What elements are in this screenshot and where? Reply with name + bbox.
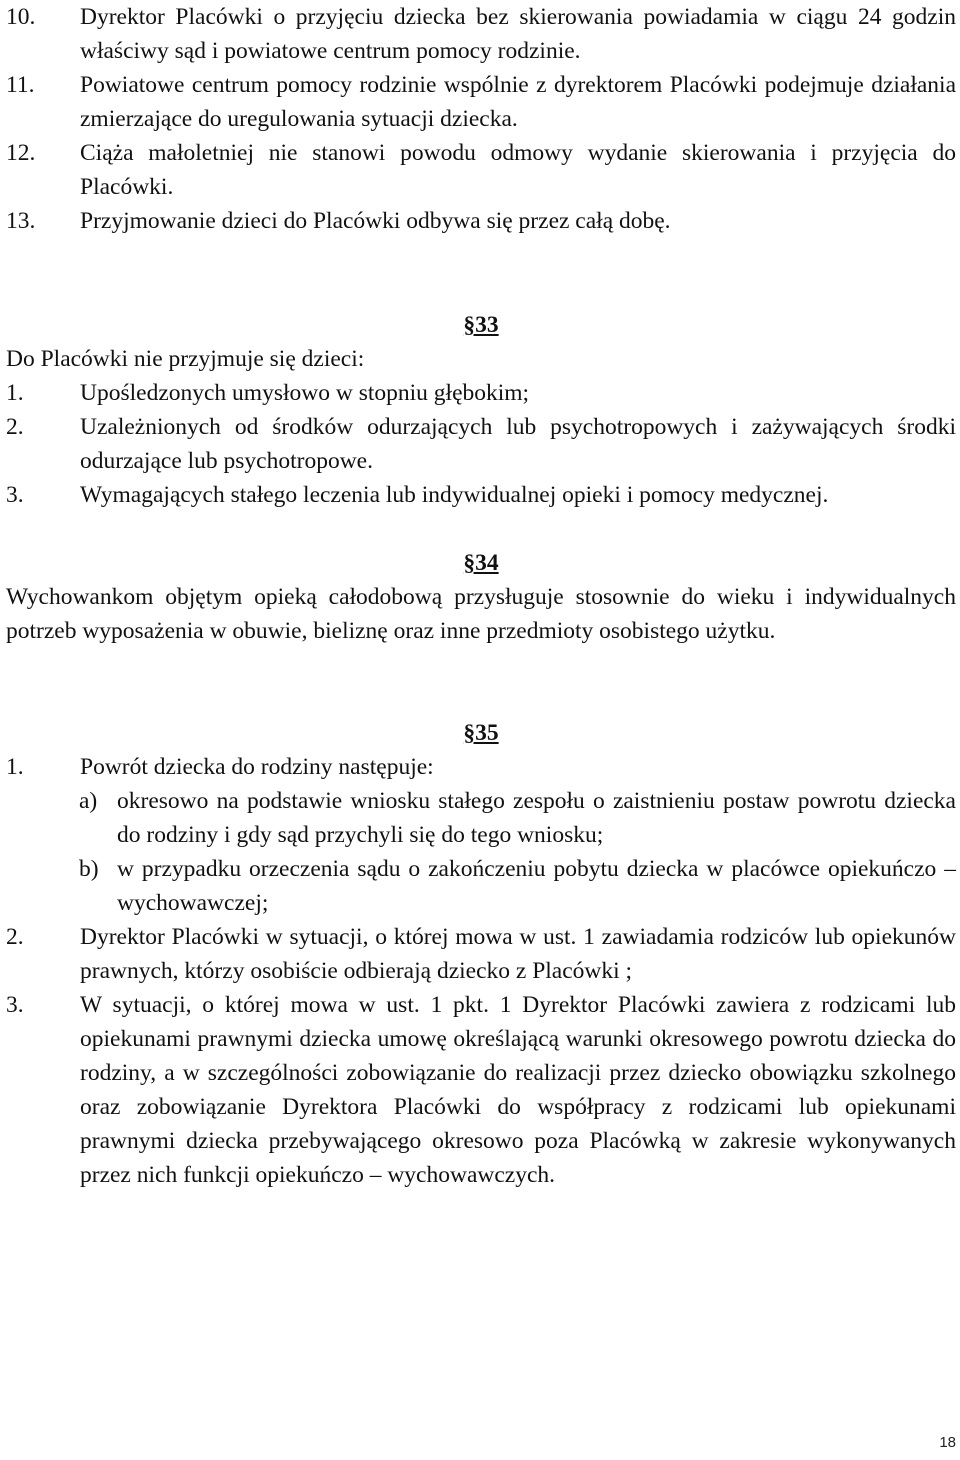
- list-text: Przyjmowanie dzieci do Placówki odbywa się przez całą dobę.: [80, 208, 671, 234]
- sub-list: [6, 784, 956, 920]
- sub-list-letter: b): [79, 856, 99, 882]
- list-number: 13.: [6, 208, 36, 234]
- list-item-13: [6, 204, 956, 238]
- list-item: [6, 410, 956, 478]
- page-number: 18: [939, 1434, 956, 1451]
- list-item: [6, 376, 956, 410]
- paragraph-heading-34: §34: [463, 550, 499, 576]
- list-number: 10.: [6, 4, 36, 30]
- list-item: [6, 988, 956, 1192]
- list-text: W sytuacji, o której mowa w ust. 1 pkt. 1 Dyrektor Placówki zawiera z rodzicami lub opiekunami prawnymi dziecka umowę określającą warunki okresowego powrotu dziecka do rodziny, a w szczególności zobowiązanie do realizacji przez dziecko obowiązku szkolnego oraz zobowiązanie Dyrektora Placówki do współpracy z rodzicami lub opiekunami prawnymi dziecka przebywającego okresowo poza Placówką w zakresie wykonywanych przez nich funkcji opiekuńczo – wychowawczych.: [80, 992, 956, 1188]
- document-page: [6, 0, 956, 1192]
- list-text: Powiatowe centrum pomocy rodzinie wspólnie z dyrektorem Placówki podejmuje działania zmierzające do uregulowania sytuacji dziecka.: [80, 72, 956, 132]
- sub-list-item: [79, 784, 956, 852]
- section-34-text: Wychowankom objętym opieką całodobową przysługuje stosownie do wieku i indywidualnych potrzeb wyposażenia w obuwie, bieliznę oraz inne przedmioty osobistego użytku.: [6, 584, 956, 644]
- list-item-10: [6, 0, 956, 68]
- list-text: Dyrektor Placówki o przyjęciu dziecka bez skierowania powiadamia w ciągu 24 godzin właściwy sąd i powiatowe centrum pomocy rodzinie.: [80, 4, 956, 64]
- section-35-list: [6, 750, 956, 1192]
- list-number: 2.: [6, 414, 24, 440]
- sub-list-item: [79, 852, 956, 920]
- paragraph-heading-33: §33: [463, 312, 499, 338]
- sub-list-text: okresowo na podstawie wniosku stałego zespołu o zaistnieniu postaw powrotu dziecka do rodziny i gdy sąd przychyli się do tego wniosku;: [117, 788, 956, 848]
- list-item: [6, 750, 956, 784]
- list-number: 1.: [6, 754, 24, 780]
- list-text: Dyrektor Placówki w sytuacji, o której mowa w ust. 1 zawiadamia rodziców lub opiekunów prawnych, którzy osobiście odbierają dziecko z Placówki ;: [80, 924, 956, 984]
- numbered-list-continued: [6, 0, 956, 238]
- list-number: 12.: [6, 140, 36, 166]
- paragraph-heading-35: §35: [463, 720, 499, 746]
- sub-list-text: w przypadku orzeczenia sądu o zakończeniu pobytu dziecka w placówce opiekuńczo – wychowawczej;: [117, 856, 956, 916]
- list-item: [6, 478, 956, 512]
- list-number: 3.: [6, 992, 24, 1018]
- list-item-12: [6, 136, 956, 204]
- section-33-intro: Do Placówki nie przyjmuje się dzieci:: [6, 346, 365, 372]
- list-item: [6, 920, 956, 988]
- list-text: Upośledzonych umysłowo w stopniu głębokim;: [80, 380, 530, 406]
- list-number: 1.: [6, 380, 24, 406]
- list-number: 2.: [6, 924, 24, 950]
- list-text: Wymagających stałego leczenia lub indywidualnej opieki i pomocy medycznej.: [80, 482, 829, 508]
- list-text: Uzależnionych od środków odurzających lub psychotropowych i zażywających środki odurzające lub psychotropowe.: [80, 414, 956, 474]
- list-text: Ciąża małoletniej nie stanowi powodu odmowy wydanie skierowania i przyjęcia do Placówki.: [80, 140, 956, 200]
- list-number: 3.: [6, 482, 24, 508]
- list-item-11: [6, 68, 956, 136]
- sub-list-letter: a): [79, 788, 98, 814]
- list-number: 11.: [6, 72, 35, 98]
- section-33-list: [6, 376, 956, 512]
- list-text: Powrót dziecka do rodziny następuje:: [80, 754, 434, 780]
